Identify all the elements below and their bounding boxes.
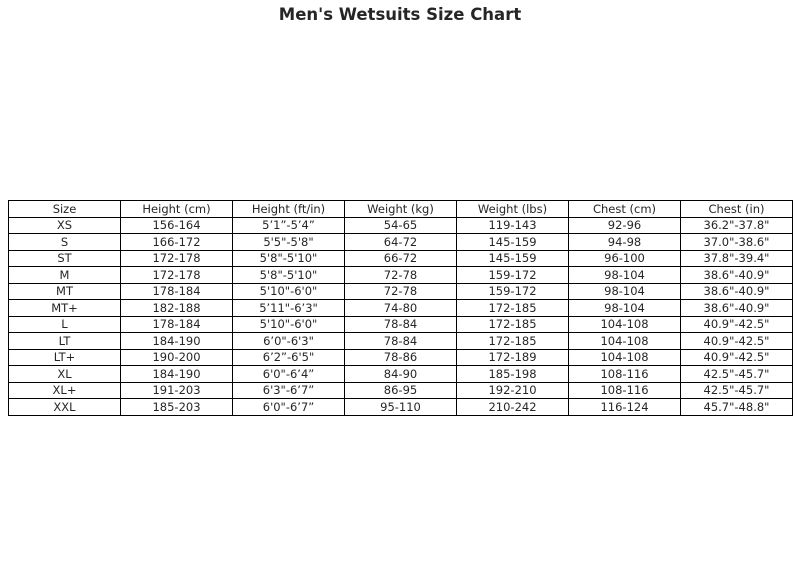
table-cell: 5'8"-5'10" xyxy=(233,250,345,267)
table-cell: 5’1”-5’4” xyxy=(233,217,345,234)
table-row xyxy=(9,217,793,234)
table-cell: M xyxy=(9,267,121,284)
table-cell: XL xyxy=(9,366,121,383)
table-cell: 172-185 xyxy=(457,316,569,333)
table-row xyxy=(9,366,793,383)
table-cell: 92-96 xyxy=(569,217,681,234)
table-cell: 172-185 xyxy=(457,333,569,350)
table-cell: 5'5"-5'8" xyxy=(233,234,345,251)
table-cell: 108-116 xyxy=(569,366,681,383)
column-header: Chest (cm) xyxy=(569,201,681,218)
table-cell: 104-108 xyxy=(569,333,681,350)
table-cell: 119-143 xyxy=(457,217,569,234)
table-cell: 6'0"-6’7” xyxy=(233,399,345,416)
table-cell: XXL xyxy=(9,399,121,416)
table-cell: 95-110 xyxy=(345,399,457,416)
table-row xyxy=(9,399,793,416)
table-body xyxy=(9,217,793,415)
table-cell: 172-178 xyxy=(121,267,233,284)
table-cell: 166-172 xyxy=(121,234,233,251)
table-header-row xyxy=(9,201,793,218)
table-cell: 37.8"-39.4" xyxy=(681,250,793,267)
table-row xyxy=(9,267,793,284)
table-row xyxy=(9,333,793,350)
table-cell: L xyxy=(9,316,121,333)
table-cell: 78-84 xyxy=(345,333,457,350)
table-cell: 185-198 xyxy=(457,366,569,383)
table-cell: 64-72 xyxy=(345,234,457,251)
table-cell: 185-203 xyxy=(121,399,233,416)
table-cell: 72-78 xyxy=(345,267,457,284)
table-cell: 98-104 xyxy=(569,283,681,300)
table-cell: ST xyxy=(9,250,121,267)
column-header: Height (ft/in) xyxy=(233,201,345,218)
column-header: Weight (kg) xyxy=(345,201,457,218)
table-row xyxy=(9,300,793,317)
table-cell: 74-80 xyxy=(345,300,457,317)
table-cell: 78-86 xyxy=(345,349,457,366)
table-cell: 190-200 xyxy=(121,349,233,366)
table-cell: 172-189 xyxy=(457,349,569,366)
table-cell: 178-184 xyxy=(121,283,233,300)
table-cell: 172-185 xyxy=(457,300,569,317)
table-cell: 184-190 xyxy=(121,333,233,350)
table-cell: 178-184 xyxy=(121,316,233,333)
table-row xyxy=(9,316,793,333)
table-row xyxy=(9,382,793,399)
table-row xyxy=(9,250,793,267)
table-cell: 42.5"-45.7" xyxy=(681,366,793,383)
table-cell: 6’0"-6'3" xyxy=(233,333,345,350)
table-cell: 98-104 xyxy=(569,267,681,284)
table-cell: 45.7"-48.8" xyxy=(681,399,793,416)
table-row xyxy=(9,349,793,366)
table-cell: 104-108 xyxy=(569,316,681,333)
table-cell: 72-78 xyxy=(345,283,457,300)
table-cell: 38.6"-40.9" xyxy=(681,283,793,300)
table-cell: 40.9"-42.5" xyxy=(681,333,793,350)
table-cell: 54-65 xyxy=(345,217,457,234)
table-cell: 159-172 xyxy=(457,267,569,284)
table-cell: LT+ xyxy=(9,349,121,366)
table-cell: XS xyxy=(9,217,121,234)
table-cell: 6'0"-6’4” xyxy=(233,366,345,383)
table-cell: 94-98 xyxy=(569,234,681,251)
table-cell: 5'10"-6'0" xyxy=(233,283,345,300)
table-cell: 156-164 xyxy=(121,217,233,234)
table-cell: 40.9"-42.5" xyxy=(681,316,793,333)
table-row xyxy=(9,283,793,300)
size-chart-table xyxy=(8,200,793,416)
table-row xyxy=(9,234,793,251)
table-cell: MT+ xyxy=(9,300,121,317)
table-cell: 86-95 xyxy=(345,382,457,399)
chart-title: Men's Wetsuits Size Chart xyxy=(278,5,522,24)
table-cell: 66-72 xyxy=(345,250,457,267)
table-cell: 40.9"-42.5" xyxy=(681,349,793,366)
table-cell: LT xyxy=(9,333,121,350)
table-cell: MT xyxy=(9,283,121,300)
table-cell: 116-124 xyxy=(569,399,681,416)
table-cell: 184-190 xyxy=(121,366,233,383)
table-cell: 37.0"-38.6" xyxy=(681,234,793,251)
table-cell: 5’11"-6’3" xyxy=(233,300,345,317)
table-cell: 210-242 xyxy=(457,399,569,416)
column-header: Size xyxy=(9,201,121,218)
table-cell: 6'3"-6’7” xyxy=(233,382,345,399)
table-cell: 145-159 xyxy=(457,250,569,267)
table-cell: 182-188 xyxy=(121,300,233,317)
column-header: Weight (lbs) xyxy=(457,201,569,218)
table-cell: XL+ xyxy=(9,382,121,399)
table-cell: S xyxy=(9,234,121,251)
table-cell: 159-172 xyxy=(457,283,569,300)
table-cell: 42.5"-45.7" xyxy=(681,382,793,399)
table-cell: 84-90 xyxy=(345,366,457,383)
table-cell: 78-84 xyxy=(345,316,457,333)
table-cell: 191-203 xyxy=(121,382,233,399)
table-cell: 36.2"-37.8" xyxy=(681,217,793,234)
table-cell: 104-108 xyxy=(569,349,681,366)
table-cell: 5'8"-5'10" xyxy=(233,267,345,284)
column-header: Height (cm) xyxy=(121,201,233,218)
table-cell: 108-116 xyxy=(569,382,681,399)
table-cell: 6’2”-6'5" xyxy=(233,349,345,366)
table-cell: 192-210 xyxy=(457,382,569,399)
table-cell: 5'10"-6'0" xyxy=(233,316,345,333)
table-cell: 96-100 xyxy=(569,250,681,267)
table-cell: 98-104 xyxy=(569,300,681,317)
table-cell: 172-178 xyxy=(121,250,233,267)
column-header: Chest (in) xyxy=(681,201,793,218)
table-cell: 38.6"-40.9" xyxy=(681,300,793,317)
table-cell: 145-159 xyxy=(457,234,569,251)
table-cell: 38.6"-40.9" xyxy=(681,267,793,284)
